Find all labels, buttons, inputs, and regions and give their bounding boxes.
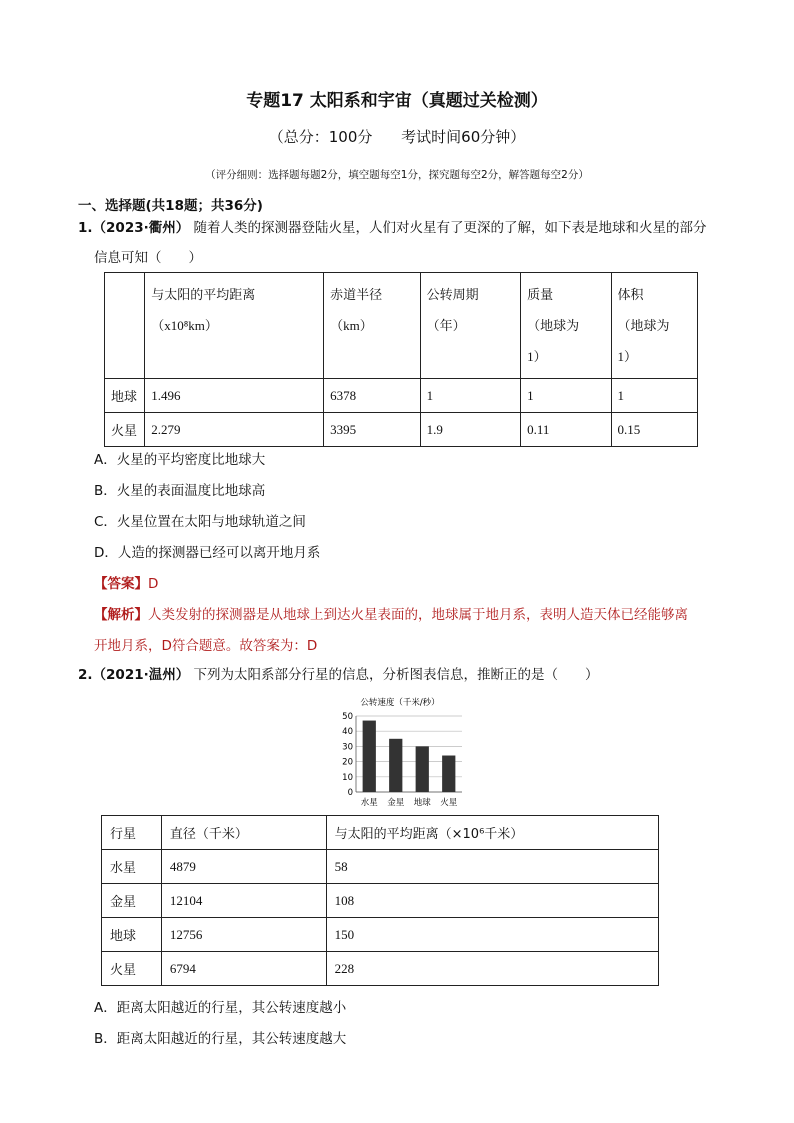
answer — [94, 572, 158, 592]
question-stem: 下列为太阳系部分行星的信息，分析图表信息，推断正的是（ ） — [193, 667, 599, 683]
x-tick-label: 水星 — [360, 798, 378, 808]
x-tick-label: 地球 — [413, 798, 431, 808]
y-tick-label: 40 — [342, 727, 353, 738]
option-d: D．人造的探测器已经可以离开地月系 — [94, 545, 321, 561]
table-row — [102, 952, 659, 986]
table-header: 质量 （地球为 1） — [521, 273, 611, 379]
table-cell: 12756 — [161, 918, 326, 952]
table-header: 直径（千米） — [161, 816, 326, 850]
chart-y-axis — [342, 712, 353, 798]
table-cell: 6794 — [161, 952, 326, 986]
y-tick-label: 0 — [347, 788, 353, 798]
planet-table-2 — [101, 815, 659, 986]
question-source: （2023·衢州） — [92, 220, 190, 236]
table-cell: 1.9 — [420, 413, 521, 447]
option-a: A．距离太阳越近的行星，其公转速度越小 — [94, 1000, 347, 1016]
analysis-label: 【解析】 — [94, 607, 148, 623]
table-header: 行星 — [102, 816, 162, 850]
exam-time: 考试时间60分钟） — [401, 128, 526, 146]
table-header-row — [105, 273, 698, 379]
analysis-line1 — [94, 603, 688, 623]
question-2-line1 — [78, 665, 599, 685]
y-tick-label: 20 — [342, 757, 353, 768]
exam-info — [0, 126, 794, 147]
option-b: B．火星的表面温度比地球高 — [94, 483, 266, 499]
analysis-text: 人类发射的探测器是从地球上到达火星表面的，地球属于地月系，表明人造天体已经能够离 — [148, 607, 688, 623]
table-cell: 12104 — [161, 884, 326, 918]
table-cell: 1 — [420, 379, 521, 413]
table-row — [105, 413, 698, 447]
question-stem: 随着人类的探测器登陆火星，人们对火星有了更深的了解，如下表是地球和火星的部分 — [193, 220, 707, 236]
table-cell: 0.15 — [611, 413, 697, 447]
table-cell — [105, 273, 145, 379]
question-number: 2. — [78, 667, 93, 683]
table-cell: 2.279 — [145, 413, 324, 447]
question-1-line1 — [78, 218, 707, 238]
question-source: （2021·温州） — [92, 667, 190, 683]
x-tick-label: 火星 — [440, 798, 458, 808]
table-cell: 金星 — [102, 884, 162, 918]
revolution-speed-chart — [338, 692, 468, 810]
table-cell: 4879 — [161, 850, 326, 884]
table-cell: 水星 — [102, 850, 162, 884]
table-cell: 1 — [611, 379, 697, 413]
chart-x-axis — [361, 797, 458, 808]
x-tick-label: 金星 — [387, 798, 405, 808]
y-tick-label: 50 — [342, 712, 353, 722]
question-number: 1. — [78, 220, 93, 236]
table-header: 公转周期 （年） — [420, 273, 521, 379]
table-cell: 1.496 — [145, 379, 324, 413]
y-tick-label: 30 — [342, 742, 353, 753]
table-row — [102, 850, 659, 884]
table-cell: 火星 — [105, 413, 145, 447]
table-header: 体积 （地球为 1） — [611, 273, 697, 379]
bar — [416, 746, 429, 792]
table-row — [105, 379, 698, 413]
table-header: 与太阳的平均距离 （x10⁸km） — [145, 273, 324, 379]
table-cell: 0.11 — [521, 413, 611, 447]
analysis-line2: 开地月系，D符合题意。故答案为：D — [94, 638, 318, 654]
table-cell: 150 — [326, 918, 658, 952]
chart-title: 公转速度（千米/秒） — [360, 698, 440, 708]
table-header: 与太阳的平均距离（×10⁶千米） — [326, 816, 658, 850]
table-cell: 228 — [326, 952, 658, 986]
table-cell: 1 — [521, 379, 611, 413]
option-c: C．火星位置在太阳与地球轨道之间 — [94, 514, 306, 530]
table-header-row — [102, 816, 659, 850]
table-cell: 108 — [326, 884, 658, 918]
table-header: 赤道半径 （km） — [324, 273, 420, 379]
page-title: 专题17 太阳系和宇宙（真题过关检测） — [246, 91, 548, 111]
y-tick-label: 10 — [342, 772, 353, 783]
section-title: 一、选择题(共18题；共36分) — [78, 198, 263, 214]
table-row — [102, 884, 659, 918]
option-b: B．距离太阳越近的行星，其公转速度越大 — [94, 1031, 347, 1047]
table-cell: 6378 — [324, 379, 420, 413]
table-cell: 58 — [326, 850, 658, 884]
table-cell: 地球 — [102, 918, 162, 952]
question-1-line2: 信息可知（ ） — [94, 250, 202, 266]
table-cell: 地球 — [105, 379, 145, 413]
scoring-detail: （评分细则：选择题每题2分，填空题每空1分，探究题每空2分，解答题每空2分） — [205, 169, 589, 181]
answer-value: D — [148, 576, 159, 592]
planet-table-1 — [104, 272, 698, 447]
bar — [442, 756, 455, 792]
bar — [363, 721, 376, 792]
total-score: （总分：100分 — [268, 128, 373, 146]
answer-label: 【答案】 — [94, 576, 148, 592]
bar — [389, 739, 402, 792]
table-row — [102, 918, 659, 952]
table-cell: 火星 — [102, 952, 162, 986]
option-a: A．火星的平均密度比地球大 — [94, 452, 266, 468]
table-cell: 3395 — [324, 413, 420, 447]
